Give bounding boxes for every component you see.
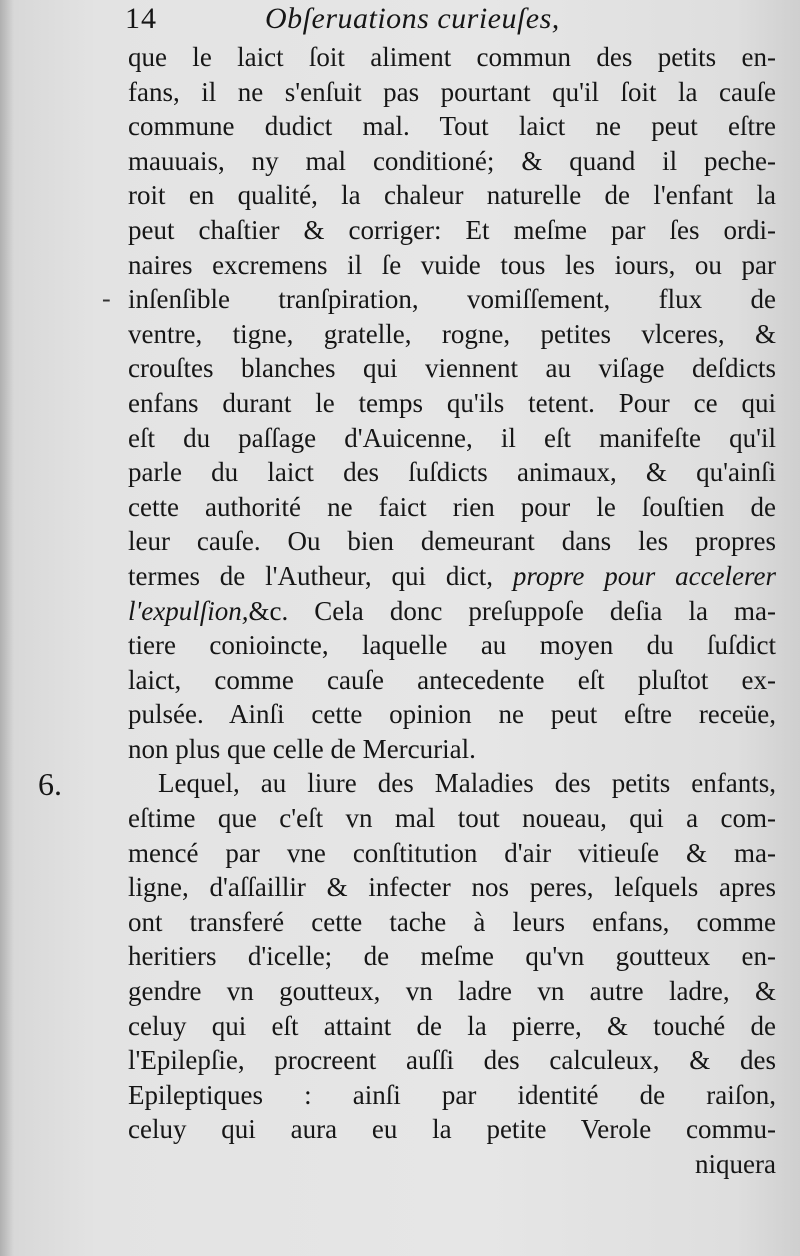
binding-shadow — [0, 0, 14, 1256]
text-line: roit en qualité, la chaleur naturelle de l'enfant la — [128, 180, 776, 211]
text-line: naires excremens il ſe vuide tous les iours, ou par — [128, 249, 776, 280]
text-line: que le laict ſoit aliment commun des petits en- — [128, 42, 776, 72]
text-line: inſenſible tranſpiration, vomiſſement, flux de — [128, 284, 776, 315]
text-line: l'expulſion,&c. Cela donc preſuppoſe deſia la ma- — [128, 595, 776, 626]
italic-quote: propre pour accelerer — [512, 560, 777, 591]
text-line: tiere conioincte, laquelle au moyen du ſuſdict — [128, 630, 776, 661]
text-line: peut chaſtier & corriger: Et meſme par ſes ordi- — [128, 214, 776, 245]
text-line: ligne, d'aſſaillir & infecter nos peres, leſquels apres — [128, 872, 776, 903]
text-line: eſtime que c'eſt vn mal tout noueau, qui a com- — [128, 803, 776, 834]
page-number: 14 — [125, 2, 157, 35]
text-line: non plus que celle de Mercurial. — [128, 733, 476, 764]
text-line: laict, comme cauſe antecedente eſt pluſtot ex- — [128, 664, 776, 695]
text-line: Epileptiques : ainſi par identité de raiſon, — [128, 1079, 776, 1110]
text-line: mauuais, ny mal conditioné; & quand il peche- — [128, 145, 776, 176]
running-title: Obſeruations curieuſes, — [265, 2, 560, 35]
text-line: celuy qui eſt attaint de la pierre, & touché de — [128, 1010, 776, 1041]
italic-quote: l'expulſion, — [128, 595, 249, 626]
text-line: fans, il ne s'enſuit pas pourtant qu'il ſoit la cauſe — [128, 76, 776, 107]
text-line: pulsée. Ainſi cette opinion ne peut eſtre receüe, — [128, 699, 776, 730]
text-line: celuy qui aura eu la petite Verole commu- — [128, 1114, 776, 1145]
text-line: termes de l'Autheur, qui dict, propre pour accelerer — [128, 560, 777, 591]
body-text — [128, 40, 776, 1182]
text-line: l'Epilepſie, procreent auſſi des calculeux, & des — [128, 1045, 776, 1076]
running-head — [125, 2, 785, 42]
text-line: gendre vn goutteux, vn ladre vn autre ladre, & — [128, 976, 776, 1007]
text-line: leur cauſe. Ou bien demeurant dans les propres — [128, 526, 776, 557]
text-line: crouſtes blanches qui viennent au viſage deſdicts — [128, 353, 776, 384]
text-line: ventre, tigne, gratelle, rogne, petites vlceres, & — [128, 318, 776, 349]
text-line: parle du laict des ſuſdicts animaux, & qu'ainſi — [128, 457, 776, 488]
catchword: niquera — [695, 1149, 776, 1179]
text-line: cette authorité ne faict rien pour le ſouſtien de — [128, 491, 776, 522]
margin-dash: - — [102, 284, 111, 313]
text-line: heritiers d'icelle; de meſme qu'vn goutteux en- — [128, 941, 776, 972]
text-line: eſt du paſſage d'Auicenne, il eſt manifeſte qu'il — [128, 422, 776, 453]
section-number: 6. — [38, 766, 62, 802]
text-line: ont transferé cette tache à leurs enfans, comme — [128, 906, 776, 937]
text-line: enfans durant le temps qu'ils tetent. Pour ce qui — [128, 387, 776, 418]
text-line: commune dudict mal. Tout laict ne peut eſtre — [128, 111, 776, 142]
text-line: mencé par vne conſtitution d'air vitieuſe & ma- — [128, 837, 776, 868]
text-line: Lequel, au liure des Maladies des petits enfants, — [158, 768, 776, 799]
